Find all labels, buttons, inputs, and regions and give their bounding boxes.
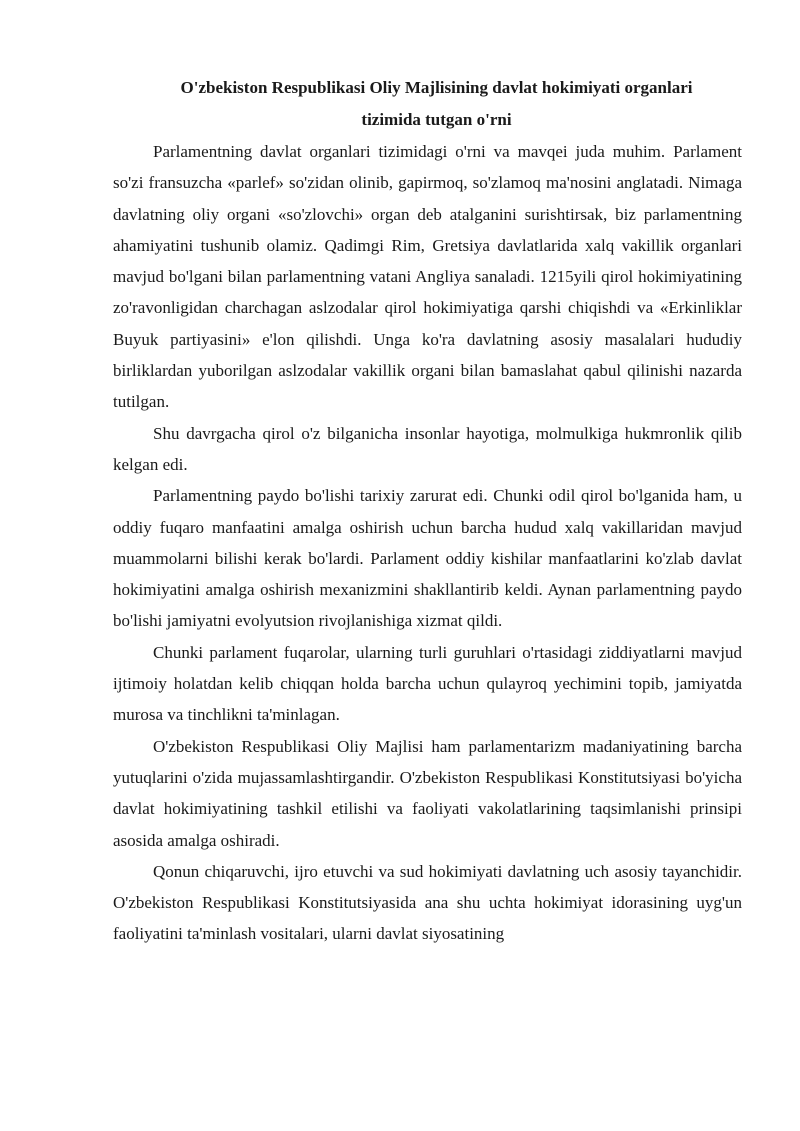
paragraph-2: Shu davrgacha qirol o'z bilganicha insonlar hayotiga, molmulkiga hukmronlik qilib kelgan edi. <box>113 423 742 474</box>
document-page <box>113 72 742 950</box>
paragraph-1: Parlamentning davlat organlari tizimidagi o'rni va mavqei juda muhim. Parlament so'zi fransuzcha «parlef» so'zidan olinib, gapirmoq, so'zlamoq ma'nosini anglatadi. Nimaga davlatning oliy organi «so'zlovchi» organ deb atalganini surishtirsak, biz parlamentning ahamiyatini tushunib olamiz. Qadimgi Rim, Gretsiya davlatlarida xalq vakillik organlari mavjud bo'lgani bilan parlamentning vatani Angliya sanaladi. 1215yili qirol hokimiyatining zo'ravonligidan charchagan aslzodalar qirol hokimiyatiga qarshi chiqishdi va «Erkinliklar Buyuk partiyasini» e'lon qilishdi. Unga ko'ra davlatning asosiy masalalari hududiy birliklardan yuborilgan aslzodalar vakillik organi bilan bamaslahat qabul qilinishi nazarda tutilgan. <box>113 142 742 412</box>
paragraph-4: Chunki parlament fuqarolar, ularning turli guruhlari o'rtasidagi ziddiyatlarni mavjud ijtimoiy holatdan kelib chiqqan holda barcha uchun qulayroq yechimini topib, jamiyatda murosa va tinchlikni ta'minlagan. <box>113 642 742 725</box>
title-line-1: O'zbekiston Respublikasi Oliy Majlisining davlat hokimiyati organlari <box>180 78 693 97</box>
paragraph-3: Parlamentning paydo bo'lishi tarixiy zarurat edi. Chunki odil qirol bo'lganida ham, u oddiy fuqaro manfaatini amalga oshirish uchun barcha hudud xalq vakillaridan mavjud muammolarni bilishi kerak bo'lardi. Parlament oddiy kishilar manfaatlarini ko'zlab davlat hokimiyatini amalga oshirish mexanizmini shakllantirib keldi. Aynan parlamentning paydo bo'lishi jamiyatni evolyutsion rivojlanishiga xizmat qildi. <box>113 486 742 631</box>
document-title <box>113 72 742 136</box>
title-line-2: tizimida tutgan o'rni <box>361 110 512 129</box>
paragraph-6: Qonun chiqaruvchi, ijro etuvchi va sud hokimiyati davlatning uch asosiy tayanchidir. O'zbekiston Respublikasi Konstitutsiyasida ana shu uchta hokimiyat idorasining uyg'un faoliyatini ta'minlash vositalari, ularni davlat siyosatining <box>113 861 742 944</box>
paragraph-5: O'zbekiston Respublikasi Oliy Majlisi ham parlamentarizm madaniyatining barcha yutuqlarini o'zida mujassamlashtirgandir. O'zbekiston Respublikasi Konstitutsiyasi bo'yicha davlat hokimiyatining tashkil etilishi va faoliyati vakolatlarining taqsimlanishi prinsipi asosida amalga oshiradi. <box>113 736 742 850</box>
